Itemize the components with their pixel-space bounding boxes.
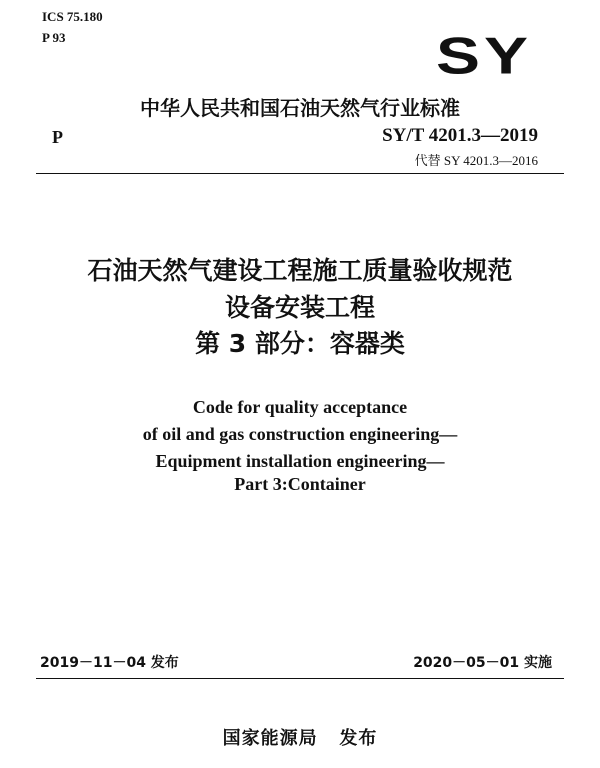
english-title-line-3: Equipment installation engineering—: [155, 451, 445, 471]
chinese-title-line-1: 石油天然气建设工程施工质量验收规范: [87, 256, 513, 285]
chinese-title-line-2: 设备安装工程: [224, 293, 375, 322]
standard-number: SY/T 4201.3—2019: [382, 125, 538, 146]
issue-date: 2019－11－04 发布: [40, 655, 179, 671]
ics-code: ICS 75.180: [42, 9, 103, 24]
implementation-date: 2020－05－01 实施: [413, 655, 552, 671]
english-title-line-1: Code for quality acceptance: [192, 397, 408, 417]
publisher: 国家能源局 发布: [222, 728, 378, 749]
english-title-line-2: of oil and gas construction engineering—: [142, 424, 458, 444]
standard-type-title: 中华人民共和国石油天然气行业标准: [140, 96, 460, 120]
sy-logo: SY: [436, 26, 533, 85]
english-title-line-4: Part 3:Container: [234, 474, 366, 494]
bottom-divider: [36, 678, 564, 679]
top-divider: [36, 173, 564, 174]
p-code: P: [52, 127, 63, 147]
replaces-note: 代替 SY 4201.3—2016: [414, 153, 538, 168]
category-code: P 93: [42, 30, 66, 45]
chinese-title-line-3: 第 3 部分：容器类: [195, 329, 405, 358]
